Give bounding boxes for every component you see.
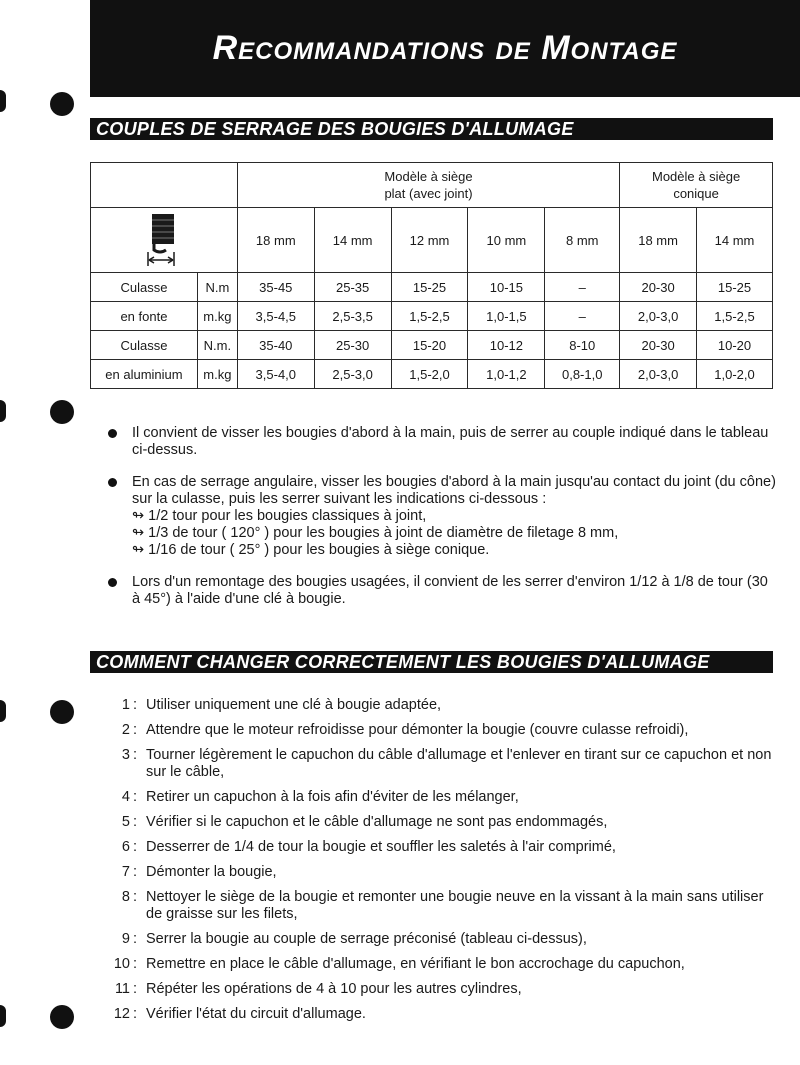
table-cell: 3,5-4,0: [237, 360, 314, 389]
table-cell: 20-30: [620, 273, 697, 302]
size-header: 18 mm: [620, 208, 697, 273]
punch-hole: [50, 400, 74, 424]
table-cell: 15-25: [697, 273, 773, 302]
table-cell: 25-30: [314, 331, 391, 360]
step-number: 11: [114, 981, 130, 997]
size-header: 14 mm: [697, 208, 773, 273]
list-item: 8 : Nettoyer le siège de la bougie et remonter une bougie neuve en la vissant à la main sans utiliser de graisse sur les filets,: [96, 889, 780, 923]
step-text: Tourner légèrement le capuchon du câble d'allumage et l'enlever en tirant sur ce capuchon et non sur le câble,: [146, 747, 772, 780]
size-header: 18 mm: [237, 208, 314, 273]
step-text: Répéter les opérations de 4 à 10 pour les autres cylindres,: [146, 981, 522, 997]
table-cell: 10-12: [468, 331, 545, 360]
row-label: Culasse: [91, 331, 198, 360]
table-cell: 35-40: [237, 331, 314, 360]
list-item: 7 : Démonter la bougie,: [96, 864, 780, 881]
table-row: [91, 302, 773, 331]
step-number: 4: [121, 789, 130, 805]
size-header: 14 mm: [314, 208, 391, 273]
table-cell: 1,5-2,5: [697, 302, 773, 331]
step-number: 1: [121, 697, 130, 713]
binder-mark: [0, 400, 6, 422]
step-number: 2: [121, 722, 130, 738]
row-label: en aluminium: [91, 360, 198, 389]
table-cell: 35-45: [237, 273, 314, 302]
table-cell: –: [545, 273, 620, 302]
flat-seat-header-line2: plat (avec joint): [384, 186, 473, 201]
list-item: 12 : Vérifier l'état du circuit d'allumage.: [96, 1006, 780, 1023]
table-cell: 1,5-2,0: [391, 360, 468, 389]
punch-hole: [50, 92, 74, 116]
row-unit: m.kg: [197, 302, 237, 331]
sub-item: ↬ 1/3 de tour ( 120° ) pour les bougies à joint de diamètre de filetage 8 mm,: [132, 525, 619, 541]
step-number: 3: [121, 747, 130, 763]
size-header: 10 mm: [468, 208, 545, 273]
bullet-icon: [108, 578, 117, 587]
row-unit: N.m.: [197, 331, 237, 360]
bullet-icon: [108, 478, 117, 487]
table-row: [91, 331, 773, 360]
row-unit: m.kg: [197, 360, 237, 389]
section-torque-title: COUPLES DE SERRAGE DES BOUGIES D'ALLUMAGE: [96, 119, 574, 139]
table-cell: 20-30: [620, 331, 697, 360]
sub-item: ↬ 1/2 tour pour les bougies classiques à joint,: [132, 508, 427, 524]
table-cell: 8-10: [545, 331, 620, 360]
binder-mark: [0, 90, 6, 112]
table-cell: 1,5-2,5: [391, 302, 468, 331]
table-cell: 2,0-3,0: [620, 302, 697, 331]
list-item: 11 : Répéter les opérations de 4 à 10 pour les autres cylindres,: [96, 981, 780, 998]
step-text: Retirer un capuchon à la fois afin d'éviter de les mélanger,: [146, 789, 519, 805]
list-item: 9 : Serrer la bougie au couple de serrage préconisé (tableau ci-dessus),: [96, 931, 780, 948]
list-item: 6 : Desserrer de 1/4 de tour la bougie et souffler les saletés à l'air comprimé,: [96, 839, 780, 856]
list-item: 4 : Retirer un capuchon à la fois afin d'éviter de les mélanger,: [96, 789, 780, 806]
step-text: Vérifier si le capuchon et le câble d'allumage ne sont pas endommagés,: [146, 814, 608, 830]
step-number: 5: [121, 814, 130, 830]
step-text: Vérifier l'état du circuit d'allumage.: [146, 1006, 366, 1022]
row-label: Culasse: [91, 273, 198, 302]
step-text: Remettre en place le câble d'allumage, en vérifiant le bon accrochage du capuchon,: [146, 956, 685, 972]
conic-seat-header-line2: conique: [673, 186, 719, 201]
table-cell: 10-15: [468, 273, 545, 302]
section-howto-title: COMMENT CHANGER CORRECTEMENT LES BOUGIES D'ALLUMAGE: [96, 652, 710, 672]
table-cell: 1,0-2,0: [697, 360, 773, 389]
table-cell: 2,0-3,0: [620, 360, 697, 389]
bullet-text: Lors d'un remontage des bougies usagées, il convient de les serrer d'environ 1/12 à 1/8 de tour (30 à 45°) à l'aide d'une clé à bougie.: [132, 574, 768, 607]
conic-seat-header-line1: Modèle à siège: [652, 169, 741, 184]
step-text: Nettoyer le siège de la bougie et remonter une bougie neuve en la vissant à la main sans utiliser de graisse sur les filets,: [146, 889, 764, 922]
table-cell: –: [545, 302, 620, 331]
row-unit: N.m: [197, 273, 237, 302]
sub-item: ↬ 1/16 de tour ( 25° ) pour les bougies à siège conique.: [132, 542, 490, 558]
size-header: 8 mm: [545, 208, 620, 273]
list-item: [108, 425, 778, 459]
punch-hole: [50, 700, 74, 724]
table-cell: 1,0-1,2: [468, 360, 545, 389]
table-row: [91, 360, 773, 389]
table-cell: 1,0-1,5: [468, 302, 545, 331]
table-cell: 2,5-3,0: [314, 360, 391, 389]
bullet-text: Il convient de visser les bougies d'abord à la main, puis de serrer au couple indiqué dans le tableau ci-dessus.: [132, 425, 769, 458]
step-text: Démonter la bougie,: [146, 864, 277, 880]
steps-list: [96, 697, 780, 1031]
list-item: 10 : Remettre en place le câble d'allumage, en vérifiant le bon accrochage du capuchon,: [96, 956, 780, 973]
table-cell: 0,8-1,0: [545, 360, 620, 389]
step-number: 12: [113, 1006, 130, 1022]
step-number: 6: [121, 839, 130, 855]
step-text: Desserrer de 1/4 de tour la bougie et souffler les saletés à l'air comprimé,: [146, 839, 616, 855]
recommendation-list: [108, 425, 778, 623]
page-title: Recommandations de Montage: [212, 29, 678, 67]
flat-seat-header-line1: Modèle à siège: [384, 169, 473, 184]
conic-seat-header: [620, 163, 773, 208]
step-number: 9: [121, 931, 130, 947]
torque-table: [90, 162, 773, 389]
row-label: en fonte: [91, 302, 198, 331]
step-number: 7: [121, 864, 130, 880]
step-text: Serrer la bougie au couple de serrage préconisé (tableau ci-dessus),: [146, 931, 587, 947]
table-row: [91, 273, 773, 302]
table-cell: 15-20: [391, 331, 468, 360]
table-cell: 15-25: [391, 273, 468, 302]
flat-seat-header: [237, 163, 619, 208]
step-number: 8: [121, 889, 130, 905]
list-item: [108, 474, 778, 559]
list-item: 5 : Vérifier si le capuchon et le câble d'allumage ne sont pas endommagés,: [96, 814, 780, 831]
table-cell: 25-35: [314, 273, 391, 302]
list-item: 2 : Attendre que le moteur refroidisse pour démonter la bougie (couvre culasse refroidi),: [96, 722, 780, 739]
spark-plug-diagram-cell: [91, 208, 238, 273]
step-text: Utiliser uniquement une clé à bougie adaptée,: [146, 697, 442, 713]
bullet-text: En cas de serrage angulaire, visser les bougies d'abord à la main jusqu'au contact du joint (du cône) sur la culasse, puis les serrer suivant les indications ci-dessous :: [132, 474, 776, 507]
step-number: 10: [113, 956, 130, 972]
punch-hole: [50, 1005, 74, 1029]
bullet-icon: [108, 429, 117, 438]
binder-mark: [0, 700, 6, 722]
table-cell: 10-20: [697, 331, 773, 360]
section-torque-header: [90, 118, 773, 140]
spark-plug-icon: [144, 212, 184, 268]
table-corner: [91, 163, 238, 208]
page-header: [90, 0, 800, 97]
list-item: [108, 574, 778, 608]
list-item: 3 : Tourner légèrement le capuchon du câble d'allumage et l'enlever en tirant sur ce capuchon et non sur le câble,: [96, 747, 780, 781]
binder-mark: [0, 1005, 6, 1027]
table-cell: 3,5-4,5: [237, 302, 314, 331]
size-header: 12 mm: [391, 208, 468, 273]
table-cell: 2,5-3,5: [314, 302, 391, 331]
section-howto-header: [90, 651, 773, 673]
step-text: Attendre que le moteur refroidisse pour démonter la bougie (couvre culasse refroidi),: [146, 722, 689, 738]
list-item: 1 : Utiliser uniquement une clé à bougie adaptée,: [96, 697, 780, 714]
